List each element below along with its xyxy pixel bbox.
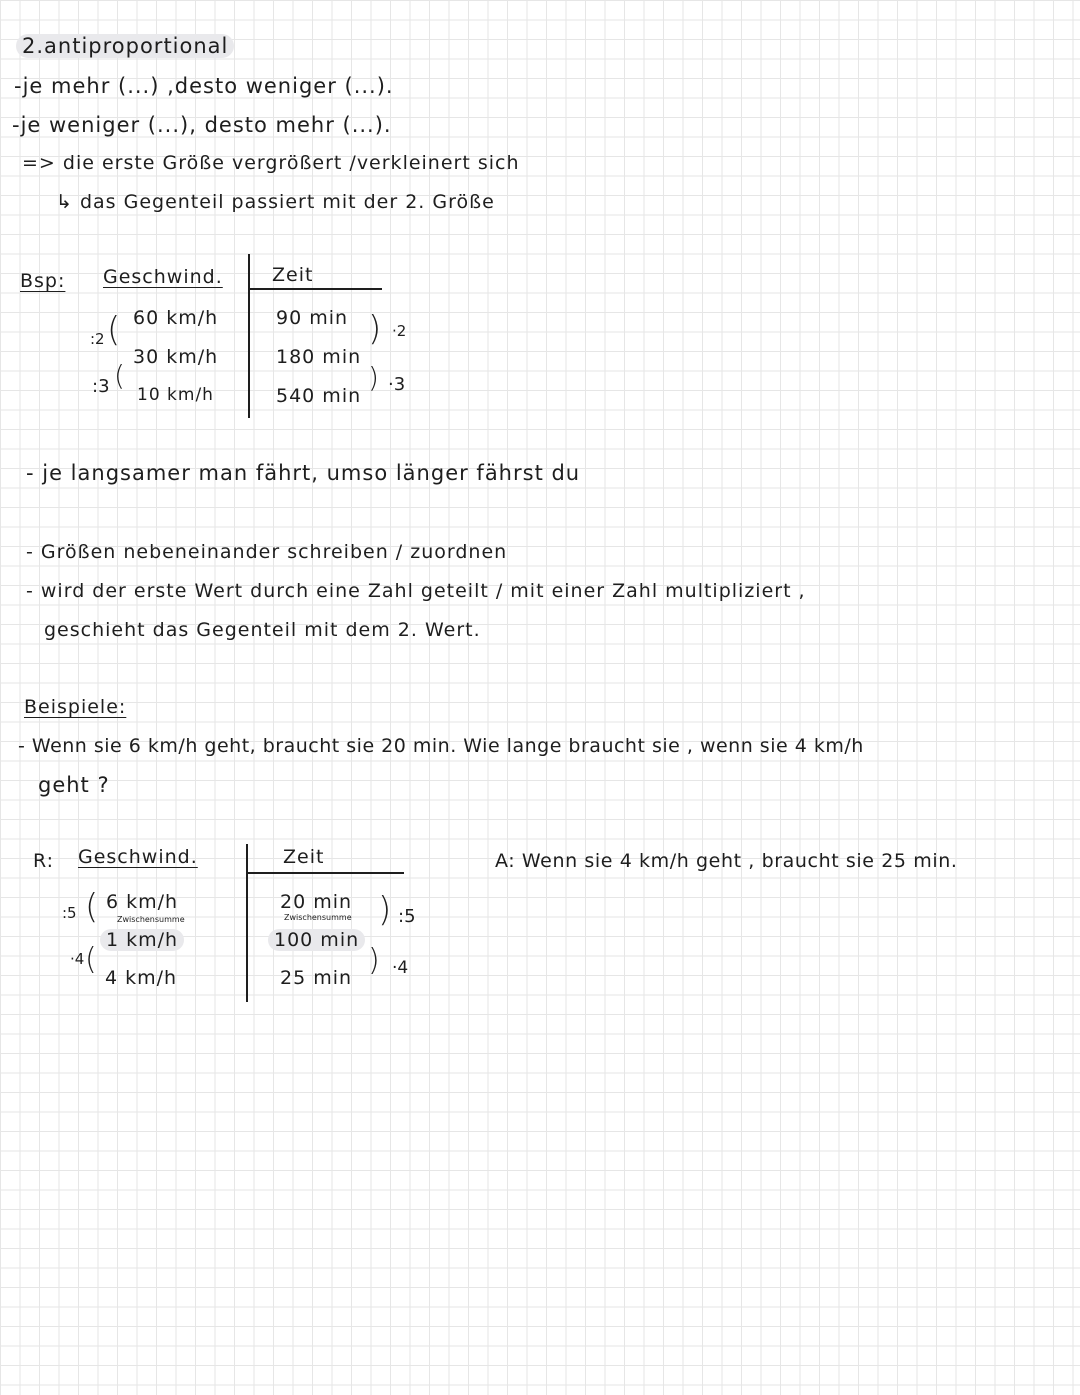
rule-line-4: ↳ das Gegenteil passiert mit der 2. Größe xyxy=(56,191,495,213)
table2-header-speed: Geschwind. xyxy=(78,846,198,868)
examples-label: Beispiele: xyxy=(24,696,127,718)
table2-left-op-2: ·4 xyxy=(70,950,85,968)
table1-header-speed: Geschwind. xyxy=(103,266,223,288)
table2-right-op-2: ·4 xyxy=(392,958,409,978)
table2-header-time: Zeit xyxy=(283,846,325,868)
table1-left-bracket-2: ( xyxy=(114,359,125,392)
section-heading: 2.antiproportional xyxy=(16,34,234,58)
note-line: - je langsamer man fährt, umso länger fährst du xyxy=(26,461,581,485)
question-line-2: geht ? xyxy=(38,773,110,797)
step-line-2: - wird der erste Wert durch eine Zahl geteilt / mit einer Zahl multipliziert , xyxy=(26,580,806,602)
example-label: Bsp: xyxy=(20,270,66,292)
rule-line-1: -je mehr (...) ,desto weniger (...). xyxy=(14,74,394,98)
answer-line: A: Wenn sie 4 km/h geht , braucht sie 25 min. xyxy=(495,850,958,872)
table1-left-op-1: :2 xyxy=(90,330,105,348)
table2-horizontal-divider xyxy=(248,872,404,874)
table1-horizontal-divider xyxy=(250,288,382,290)
table1-header-time: Zeit xyxy=(272,264,314,286)
table2-left-bracket-1: ( xyxy=(85,887,99,927)
table1-left-bracket-1: ( xyxy=(107,310,121,350)
table2-speed-2: 1 km/h xyxy=(100,929,184,951)
table1-speed-3: 10 km/h xyxy=(137,385,214,405)
table2-left-op-1: :5 xyxy=(62,904,77,922)
step-line-1: - Größen nebeneinander schreiben / zuordnen xyxy=(26,541,508,563)
calculation-label: R: xyxy=(33,850,55,872)
rule-line-3: => die erste Größe vergrößert /verkleinert sich xyxy=(22,152,520,174)
table2-speed-1: 6 km/h xyxy=(106,891,179,913)
table1-right-op-1: ·2 xyxy=(392,322,407,340)
table1-right-bracket-2: ) xyxy=(368,361,379,394)
table2-time-subtotal-note: Zwischensumme xyxy=(284,913,352,922)
table1-speed-1: 60 km/h xyxy=(133,307,219,329)
table2-right-bracket-2: ) xyxy=(368,943,380,978)
table1-time-1: 90 min xyxy=(276,307,349,329)
table1-right-bracket-1: ) xyxy=(368,309,382,349)
table1-time-3: 540 min xyxy=(276,385,362,407)
table2-time-3: 25 min xyxy=(280,967,353,989)
table1-vertical-divider xyxy=(248,254,250,418)
table1-right-op-2: ·3 xyxy=(388,374,406,395)
table1-time-2: 180 min xyxy=(276,346,362,368)
table1-speed-2: 30 km/h xyxy=(133,346,219,368)
table2-speed-subtotal-note: Zwischensumme xyxy=(117,915,185,924)
table2-time-2: 100 min xyxy=(268,929,365,951)
table2-speed-3: 4 km/h xyxy=(105,967,178,989)
table1-left-op-2: :3 xyxy=(92,376,110,397)
table2-time-1: 20 min xyxy=(280,891,353,913)
table2-vertical-divider xyxy=(246,844,248,1002)
table2-right-bracket-1: ) xyxy=(378,890,392,930)
rule-line-2: -je weniger (...), desto mehr (...). xyxy=(12,113,392,137)
question-line-1: - Wenn sie 6 km/h geht, braucht sie 20 min. Wie lange braucht sie , wenn sie 4 km/h xyxy=(18,735,864,757)
table2-right-op-1: :5 xyxy=(398,906,416,927)
step-line-3: geschieht das Gegenteil mit dem 2. Wert. xyxy=(44,619,481,641)
table2-left-bracket-2: ( xyxy=(85,942,97,977)
